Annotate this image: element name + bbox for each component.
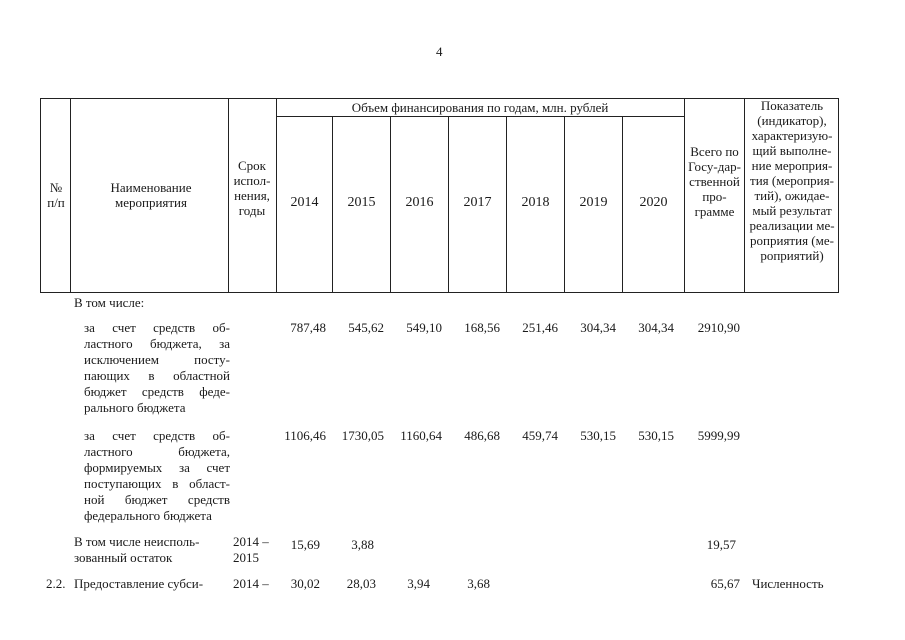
row2-name-line: федерального бюджета [84, 508, 212, 523]
row1-value-2018: 251,46 [522, 320, 558, 335]
row1-total: 2910,90 [697, 320, 740, 335]
header-year-2018: 2018 [521, 195, 550, 210]
row4-term: 2014 – [233, 576, 269, 591]
row1-name-line: исключением посту- [84, 352, 230, 367]
header-year-2014: 2014 [290, 195, 319, 210]
row1-name-line: за счет средств об- [84, 320, 230, 335]
row4-indicator: Численность [752, 576, 824, 591]
row4-num: 2.2. [46, 576, 66, 591]
row1-value-2019: 304,34 [580, 320, 616, 335]
header-term: Срок испол-нения, годы [233, 158, 271, 218]
row3-total: 19,57 [706, 537, 736, 552]
row3-term-line: 2015 [233, 550, 259, 565]
table-header [40, 98, 839, 293]
row2-value-2017: 486,68 [464, 428, 500, 443]
row3-name-line: зованный остаток [74, 550, 173, 565]
row2-value-2016: 1160,64 [400, 428, 442, 443]
row1-value-2014: 787,48 [290, 320, 326, 335]
row-intro: В том числе: [74, 295, 145, 310]
row3-term-line: 2014 – [233, 534, 269, 549]
row1-name-line: пающих в областной [84, 368, 230, 383]
header-total: Всего по Госу-дар-ственной про-грамме [688, 144, 741, 219]
row4-name: Предоставление субси- [74, 576, 204, 591]
row1-name-line: рального бюджета [84, 400, 186, 415]
row2-name-line: ной бюджет средств [84, 492, 230, 507]
row2-value-2014: 1106,46 [284, 428, 326, 443]
header-num: № п/п [47, 180, 65, 210]
header-year-2020: 2020 [639, 195, 668, 210]
row2-value-2015: 1730,05 [341, 428, 384, 443]
row2-name-line: за счет средств об- [84, 428, 230, 443]
row1-value-2015: 545,62 [348, 320, 384, 335]
header-year-2017: 2017 [463, 195, 492, 210]
row1-name-line: ластного бюджета, за [84, 336, 230, 351]
row1-name-line: бюджет средств феде- [84, 384, 230, 399]
row1-name [84, 320, 230, 416]
row3-value-2014: 15,69 [290, 537, 320, 552]
row2-total: 5999,99 [697, 428, 740, 443]
row3-name-line: В том числе неисполь- [74, 534, 200, 549]
header-year-2015: 2015 [347, 195, 376, 210]
row2-value-2019: 530,15 [580, 428, 616, 443]
row2-name-line: формируемых за счет [84, 460, 230, 475]
row1-value-2020: 304,34 [638, 320, 674, 335]
row1-value-2017: 168,56 [464, 320, 500, 335]
row4-value-2017: 3,68 [467, 576, 490, 591]
row2-value-2020: 530,15 [638, 428, 674, 443]
row4-value-2015: 28,03 [346, 576, 376, 591]
row1-value-2016: 549,10 [406, 320, 442, 335]
row4-value-2016: 3,94 [407, 576, 430, 591]
row2-value-2018: 459,74 [522, 428, 558, 443]
page-number: 4 [436, 44, 443, 59]
row2-name-line: поступающих в област- [84, 476, 230, 491]
header-funding: Объем финансирования по годам, млн. рублей [351, 100, 609, 115]
header-indicator: Показатель (индикатор), характеризую-щий выполне-ние мероприя-тия (мероприя-тий), ожидае-мый результат реализации ме-роприятия (ме-роприятий) [749, 98, 835, 263]
row2-name [84, 428, 230, 524]
row4-total: 65,67 [710, 576, 740, 591]
header-year-2016: 2016 [405, 195, 434, 210]
row3-name [74, 534, 232, 566]
header-name: Наименование мероприятия [110, 180, 192, 210]
row4-value-2014: 30,02 [290, 576, 320, 591]
row3-value-2015: 3,88 [351, 537, 374, 552]
header-year-2019: 2019 [579, 195, 608, 210]
row2-name-line: ластного бюджета, [84, 444, 230, 459]
